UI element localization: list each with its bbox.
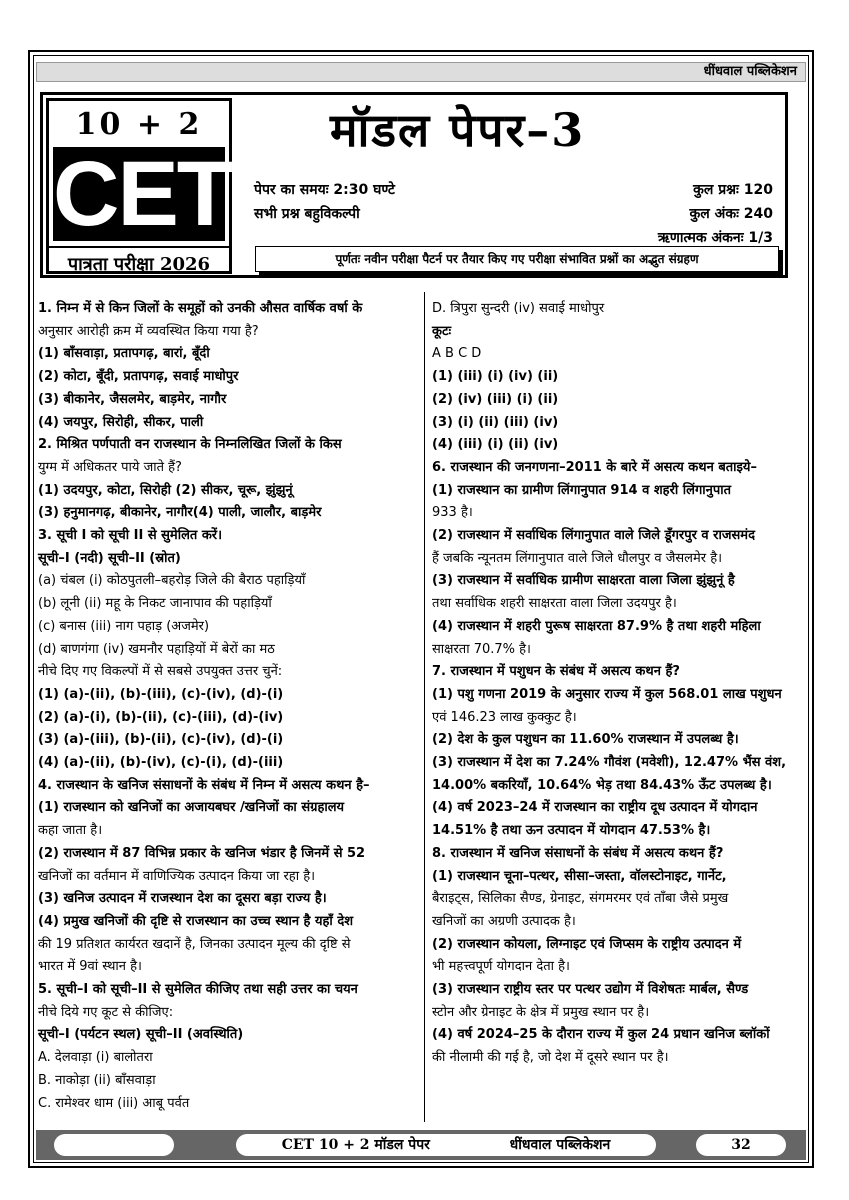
text-line: (4) (iii) (i) (ii) (iv) [432,437,559,453]
text-line: (2) देश के कुल पशुधन का 11.60% राजस्थान में उपलब्ध है। [432,732,739,748]
text-line: (2) (iv) (iii) (i) (ii) [432,391,559,407]
text-line: बैराइट्स, सिलिका सैण्ड, ग्रेनाइट, संगमरमर एवं ताँबा जैसे प्रमुख [432,891,729,907]
text-line: (1) बाँसवाड़ा, प्रतापगढ़, बारां, बूँदी [38,346,210,362]
text-line: (2) राजस्थान में 87 विभिन्न प्रकार के खनिज भंडार है जिनमें से 52 [38,845,366,861]
text-line: साक्षरता 70.7% है। [432,641,531,657]
text-line: (4) जयपुर, सिरोही, सीकर, पाली [38,414,204,430]
text-line: अनुसार आरोही क्रम में व्यवस्थित किया गया है? [38,323,259,339]
text-line: (d) बाणगंगा (iv) खमनौर पहाड़ियों में बेरों का मठ [38,641,275,657]
text-line: (1) पशु गणना 2019 के अनुसार राज्य में कुल 568.01 लाख पशुधन [432,686,782,702]
text-line: C. रामेश्वर धाम (iii) आबू पर्वत [38,1095,190,1111]
text-line: (2) राजस्थान कोयला, लिग्नाइट एवं जिप्सम के राष्ट्रीय उत्पादन में [432,936,742,952]
footer-bar [36,1130,806,1160]
page-number: 32 [696,1134,786,1156]
total-questions: कुल प्रश्नः 120 [693,182,773,198]
text-line: भारत में 9वां स्थान है। [38,959,142,975]
text-line: (3) बीकानेर, जैसलमेर, बाड़मेर, नागौर [38,391,227,407]
text-line: की नीलामी की गई है, जो देश में दूसरे स्थान पर है। [432,1050,669,1066]
text-line: (1) राजस्थान का ग्रामीण लिंगानुपात 914 व शहरी लिंगानुपात [432,482,732,498]
text-line: युग्म में अधिकतर पाये जाते हैं? [38,459,182,475]
text-line: (1) (iii) (i) (iv) (ii) [432,369,559,385]
text-line: (3) (a)-(iii), (b)-(ii), (c)-(iv), (d)-(i) [38,732,284,748]
text-line: 5. सूची–I को सूची–II से सुमेलित कीजिए तथा सही उत्तर का चयन [38,982,358,997]
text-line: (1) उदयपुर, कोटा, सिरोही (2) सीकर, चूरू, झुंझुनूं [38,482,293,498]
text-line: (4) वर्ष 2024–25 के दौरान राज्य में कुल 24 प्रधान खनिज ब्लॉकों [432,1027,770,1043]
text-line: कहा जाता है। [38,823,103,839]
text-line: 933 है। [432,505,473,521]
cet-logo: CET [53,143,231,245]
footer-pill-left [54,1134,174,1156]
column-divider [424,292,425,1122]
text-line: हैं जबकि न्यूनतम लिंगानुपात वाले जिले धौलपुर व जैसलमेर है। [432,550,723,566]
text-line: (2) राजस्थान में सर्वाधिक लिंगानुपात वाले जिले डूँगरपुर व राजसमंद [432,528,755,543]
text-line: (4) (a)-(ii), (b)-(iv), (c)-(i), (d)-(iii) [38,755,284,770]
footer-publisher: धींधवाल पब्लिकेशन [509,1137,611,1153]
text-line: (3) राजस्थान राष्ट्रीय स्तर पर पत्थर उद्योग में विशेषतः मार्बल, सैण्ड [432,982,749,997]
paper-title: मॉडल पेपर–3 [330,103,586,157]
exam-time: पेपर का समयः 2:30 घण्टे [254,182,395,198]
text-line: स्टोन और ग्रेनाइट के क्षेत्र में प्रमुख स्थान पर है। [432,1004,650,1020]
text-line: 7. राजस्थान में पशुधन के संबंध में असत्य कथन हैं? [432,664,680,680]
text-line: (3) हनुमानगढ़, बीकानेर, नागौर(4) पाली, जालौर, बाड़मेर [38,505,322,521]
text-line: (b) लूनी (ii) महू के निकट जानापाव की पहाड़ियाँ [38,596,272,612]
text-line: 6. राजस्थान की जनगणना–2011 के बारे में असत्य कथन बताइये– [432,459,757,475]
text-line: D. त्रिपुरा सुन्दरी (iv) सवाई माधोपुर [432,301,605,316]
text-line: खनिजों का अग्रणी उत्पादक है। [432,913,576,929]
text-line: सूची–I (पर्यटन स्थल) सूची–II (अवस्थिति) [38,1027,244,1043]
cet-exam-label: पात्रता परीक्षा 2026 [49,246,229,276]
text-line: A B C D [432,346,482,362]
text-line: सूची–I (नदी) सूची–II (स्रोत) [38,550,181,566]
text-line: (1) राजस्थान चूना–पत्थर, सीसा–जस्ता, वॉलस्टोनाइट, गार्नेट, [432,868,727,884]
text-line: भी महत्त्वपूर्ण योगदान देता है। [432,959,570,975]
text-line: (2) (a)-(i), (b)-(ii), (c)-(iii), (d)-(iv) [38,709,284,725]
text-line: कूटः [432,323,452,339]
text-line: एवं 146.23 लाख कुक्कुट है। [432,709,577,725]
text-line: की 19 प्रतिशत कार्यरत खदानें है, जिनका उत्पादन मूल्य की दृष्टि से [38,936,351,952]
text-line: (1) राजस्थान को खनिजों का अजायबघर /खनिजों का संग्रहालय [38,800,345,816]
text-line: (4) प्रमुख खनिजों की दृष्टि से राजस्थान का उच्च स्थान है यहाँ देश [38,913,354,929]
text-line: 1. निम्न में से किन जिलों के समूहों को उनकी औसत वार्षिक वर्षा के [38,301,363,316]
text-line: A. देलवाड़ा (i) बालोतरा [38,1050,153,1066]
text-line: 2. मिश्रित पर्णपाती वन राजस्थान के निम्नलिखित जिलों के किस [38,437,342,453]
text-line: (2) कोटा, बूँदी, प्रतापगढ़, सवाई माधोपुर [38,369,239,385]
text-line: तथा सर्वाधिक शहरी साक्षरता वाला जिला उदयपुर है। [432,596,677,612]
text-line: 8. राजस्थान में खनिज संसाधनों के संबंध में असत्य कथन हैं? [432,845,724,861]
text-line: 14.51% है तथा ऊन उत्पादन में योगदान 47.53% है। [432,823,711,839]
text-line: 4. राजस्थान के खनिज संसाधनों के संबंध में निम्न में असत्य कथन है– [38,777,370,793]
total-marks: कुल अंकः 240 [689,206,773,222]
text-line: (a) चंबल (i) कोठपुतली–बहरोड़ जिले की बैराठ पहाड़ियाँ [38,573,306,589]
text-line: (3) खनिज उत्पादन में राजस्थान देश का दूसरा बड़ा राज्य है। [38,891,327,907]
text-line: (3) राजस्थान में सर्वाधिक ग्रामीण साक्षरता वाला जिला झुंझुनूं है [432,573,735,589]
publisher-top-bar: धींधवाल पब्लिकेशन [36,62,806,82]
text-line: 3. सूची I को सूची II से सुमेलित करें। [38,528,223,543]
text-line: (4) वर्ष 2023–24 में राजस्थान का राष्ट्रीय दूध उत्पादन में योगदान [432,800,758,816]
text-line: नीचे दिए गए विकल्पों में से सबसे उपयुक्त उत्तर चुनें: [38,664,283,680]
exam-mcq-note: सभी प्रश्न बहुविकल्पी [254,206,360,222]
text-line: (3) राजस्थान में देश का 7.24% गौवंश (मवेशी), 12.47% भैंस वंश, [432,755,787,770]
text-line: (4) राजस्थान में शहरी पुरूष साक्षरता 87.9% है तथा शहरी महिला [432,618,761,634]
text-line: (3) (i) (ii) (iii) (iv) [432,414,559,430]
pattern-banner: पूर्णतः नवीन परीक्षा पैटर्न पर तैयार किए गए परीक्षा संभावित प्रश्नों का अद्भुत संग्रहण [255,246,779,272]
negative-marking: ऋणात्मक अंकनः 1/3 [657,230,773,246]
text-line: B. नाकोड़ा (ii) बाँसवाड़ा [38,1072,156,1088]
text-line: खनिजों का वर्तमान में वाणिज्यिक उत्पादन किया जा रहा है। [38,868,316,884]
cet-class-label: 10 + 2 [75,107,203,142]
text-line: नीचे दिये गए कूट से कीजिए: [38,1004,174,1020]
footer-title-pill [236,1134,656,1156]
cet-logo-box [46,98,232,274]
text-line: 14.00% बकरियाँ, 10.64% भेड़ तथा 84.43% ऊँट उपलब्ध है। [432,777,772,793]
text-line: (1) (a)-(ii), (b)-(iii), (c)-(iv), (d)-(i) [38,686,284,702]
footer-title: CET 10 + 2 मॉडल पेपर [281,1137,430,1153]
text-line: (c) बनास (iii) नाग पहाड़ (अजमेर) [38,618,210,634]
